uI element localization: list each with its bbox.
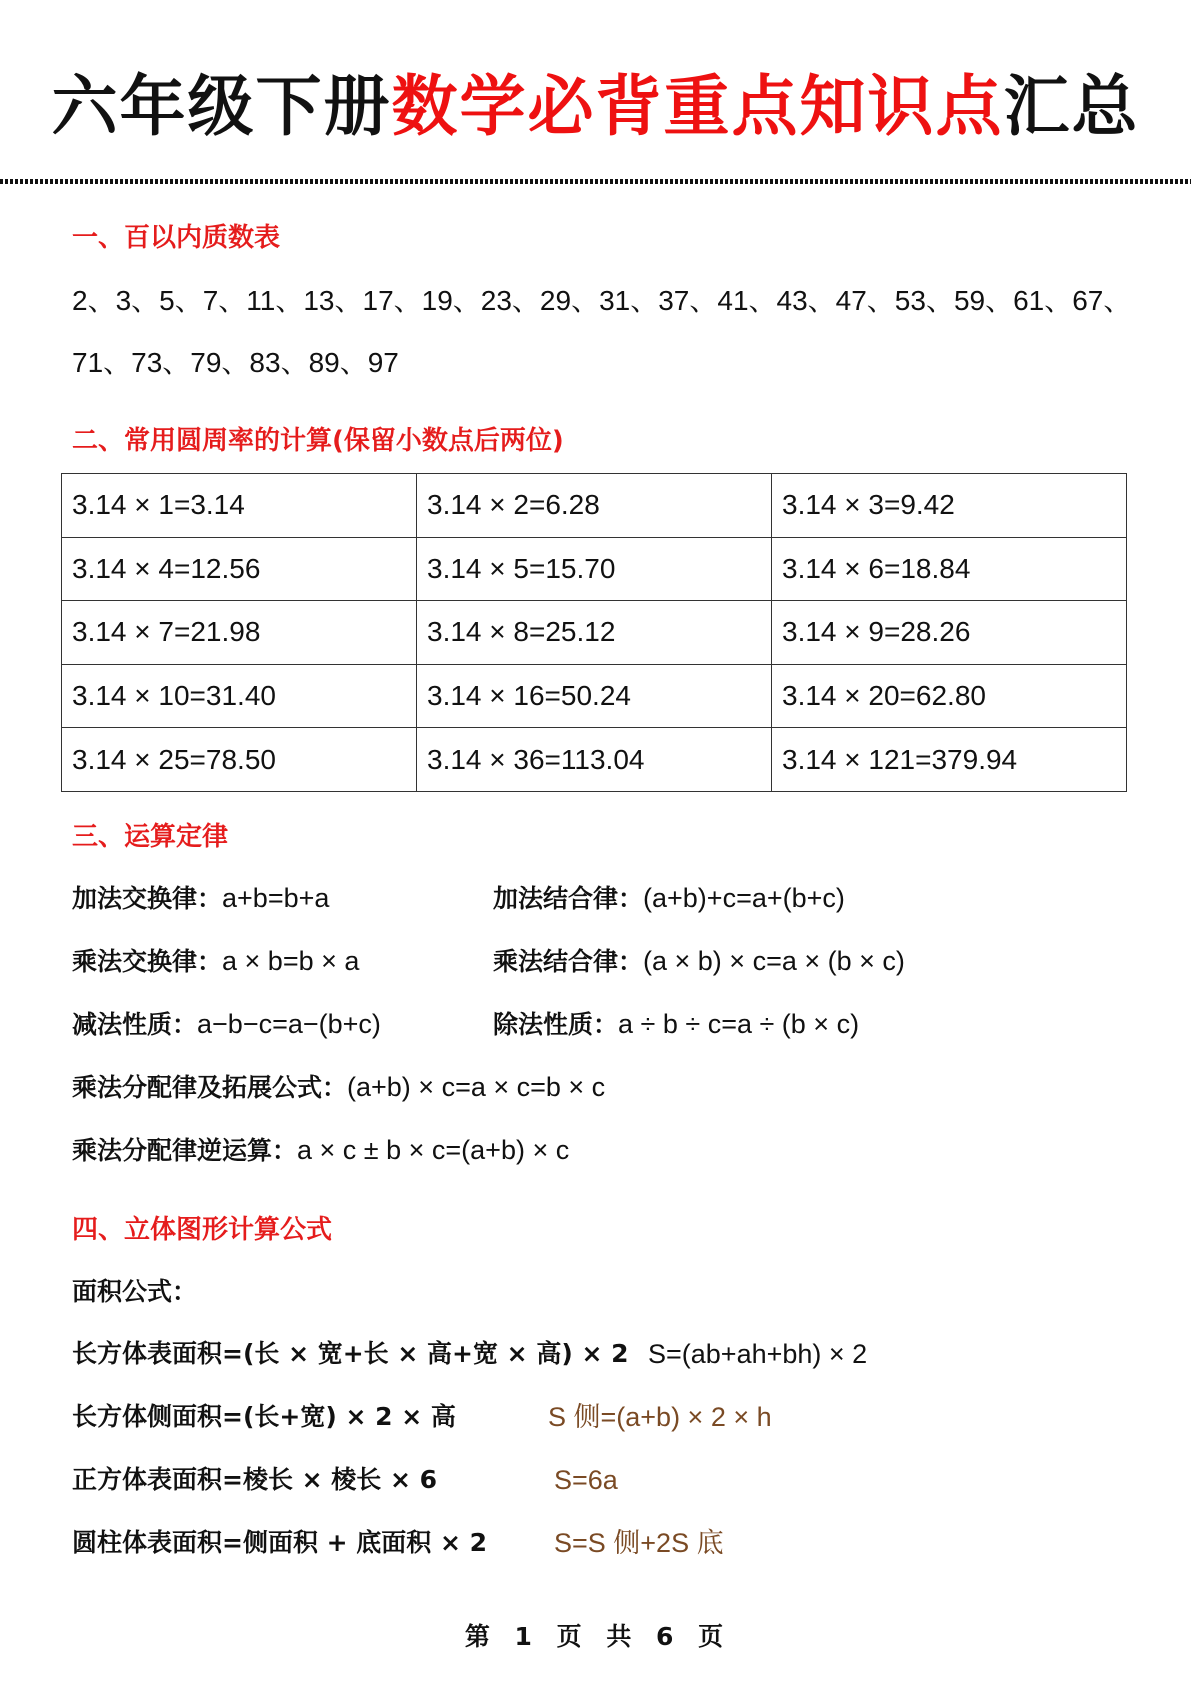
law-multiplication-commutative: 乘法交换律：a × b=b × a: [72, 946, 360, 976]
table-cell: 3.14 × 5=15.70: [417, 537, 772, 601]
title-suffix: 汇总: [1003, 68, 1140, 145]
section-heading-primes: 一、百以内质数表: [72, 223, 281, 253]
table-cell: 3.14 × 2=6.28: [417, 474, 772, 538]
table-cell: 3.14 × 7=21.98: [62, 601, 417, 665]
section-heading-laws: 三、运算定律: [72, 822, 229, 852]
primes-line-2: 71、73、79、83、89、97: [72, 347, 399, 378]
law-addition-commutative: 加法交换律：a+b=b+a: [72, 883, 330, 913]
table-cell: 3.14 × 20=62.80: [772, 664, 1127, 728]
cube-surface-area-formula: 正方体表面积=棱长 × 棱长 × 6: [72, 1465, 438, 1494]
law-distributive-inverse: 乘法分配律逆运算：a × c ± b × c=(a+b) × c: [72, 1135, 570, 1165]
table-cell: 3.14 × 8=25.12: [417, 601, 772, 665]
table-row: [62, 601, 1127, 665]
table-cell: 3.14 × 3=9.42: [772, 474, 1127, 538]
cuboid-lateral-area-symbol: S 侧=(a+b) × 2 × h: [548, 1402, 772, 1432]
table-row: [62, 728, 1127, 792]
section-heading-pi: 二、常用圆周率的计算(保留小数点后两位): [72, 426, 564, 456]
page-title: [0, 62, 1191, 152]
cuboid-surface-area-symbol: S=(ab+ah+bh) × 2: [648, 1339, 868, 1369]
cylinder-surface-area-formula: 圆柱体表面积=侧面积 + 底面积 × 2: [72, 1528, 488, 1557]
table-cell: 3.14 × 25=78.50: [62, 728, 417, 792]
table-cell: 3.14 × 6=18.84: [772, 537, 1127, 601]
table-cell: 3.14 × 121=379.94: [772, 728, 1127, 792]
page-number-footer: 第 1 页 共 6 页: [464, 1622, 727, 1651]
section-heading-solids: 四、立体图形计算公式: [72, 1215, 333, 1245]
cylinder-surface-area-symbol: S=S 侧+2S 底: [554, 1528, 724, 1558]
law-division-property: 除法性质：a ÷ b ÷ c=a ÷ (b × c): [493, 1009, 860, 1039]
table-cell: 3.14 × 4=12.56: [62, 537, 417, 601]
title-prefix: 六年级下册: [51, 68, 392, 145]
dotted-divider: [0, 179, 1191, 184]
pi-table: [61, 473, 1127, 792]
title-highlight: 数学必背重点知识点: [391, 68, 1004, 145]
law-addition-associative: 加法结合律：(a+b)+c=a+(b+c): [493, 883, 845, 913]
table-row: [62, 664, 1127, 728]
cuboid-lateral-area-formula: 长方体侧面积=(长+宽) × 2 × 高: [72, 1402, 456, 1431]
law-distributive-extended: 乘法分配律及拓展公式：(a+b) × c=a × c=b × c: [72, 1072, 606, 1102]
law-subtraction-property: 减法性质：a−b−c=a−(b+c): [72, 1009, 381, 1039]
cuboid-surface-area-formula: 长方体表面积=(长 × 宽+长 × 高+宽 × 高) × 2: [72, 1339, 629, 1368]
table-row: [62, 474, 1127, 538]
area-formulas-subheading: 面积公式：: [72, 1277, 198, 1306]
table-cell: 3.14 × 16=50.24: [417, 664, 772, 728]
table-cell: 3.14 × 10=31.40: [62, 664, 417, 728]
primes-line-1: 2、3、5、7、11、13、17、19、23、29、31、37、41、43、47、53、59、61、67、: [72, 285, 1132, 316]
table-cell: 3.14 × 9=28.26: [772, 601, 1127, 665]
table-cell: 3.14 × 1=3.14: [62, 474, 417, 538]
table-cell: 3.14 × 36=113.04: [417, 728, 772, 792]
table-row: [62, 537, 1127, 601]
law-multiplication-associative: 乘法结合律：(a × b) × c=a × (b × c): [493, 946, 905, 976]
cube-surface-area-symbol: S=6a: [554, 1465, 618, 1495]
